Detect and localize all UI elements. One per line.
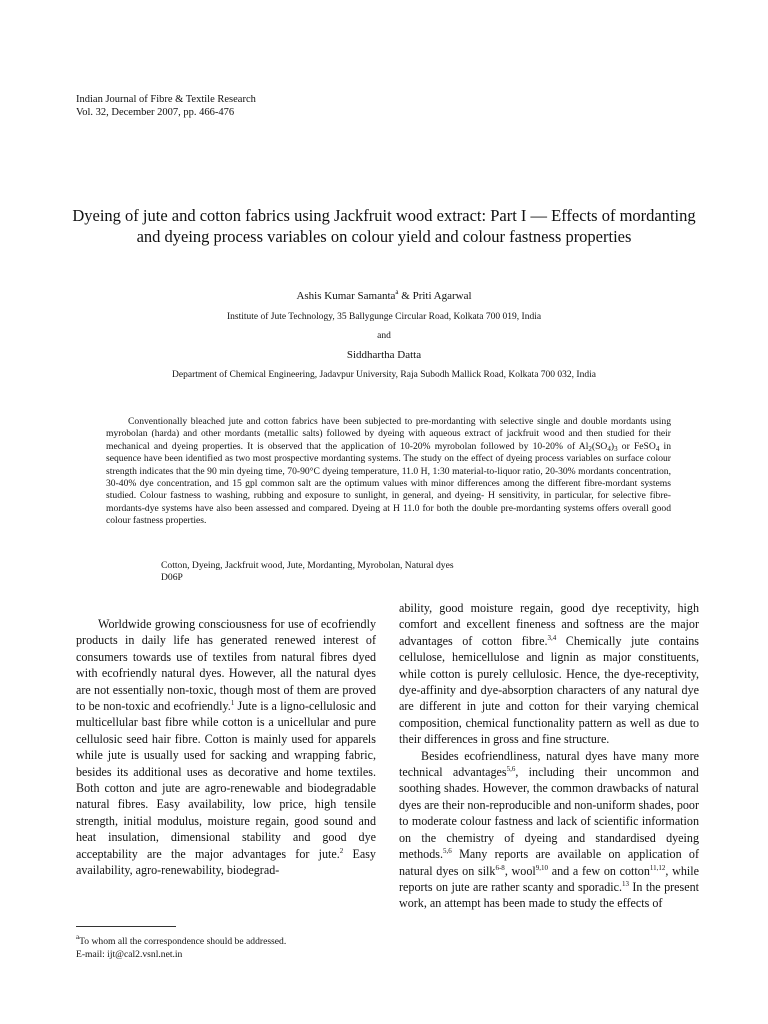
email-address: E-mail: ijt@cal2.vsnl.net.in — [76, 949, 183, 960]
author-name-2: Siddhartha Datta — [346, 349, 422, 361]
footnote — [76, 935, 286, 961]
right-column — [399, 600, 699, 912]
keywords-list: Cotton, Dyeing, Jackfruit wood, Jute, Mordanting, Myrobolan, Natural dyes — [161, 560, 454, 571]
citation: 13 — [622, 879, 629, 888]
body-text: , wool — [504, 863, 536, 878]
correspondence-note — [76, 935, 286, 948]
abstract-text: (SO — [591, 440, 608, 452]
body-text: Jute is a ligno-cellulosic and multicellular bast fibre while cotton is a unicellular and pure cellulosic seed hair fibre. Cotton is mainly used for apparels while jute is usually used for sacking and wrapping fabric, besides its additional uses as decorative and home textiles. Both cotton and jute are agro-renewable and biodegradable natural fibres. Easy availability, low price, high tensile strength, initial modulus, moisture regain, good sound and heat insulation, dimensional stability and good dye acceptability are the major advantages for jute. — [76, 699, 377, 861]
citation: 1 — [230, 699, 235, 708]
body-text: and a few on cotton — [548, 863, 650, 878]
author-name: Ashis Kumar Samanta — [296, 290, 396, 302]
body-text: Easy availability, agro-renewability, biodegrad- — [76, 846, 376, 878]
subscript: 4 — [607, 444, 611, 453]
paper-title: Dyeing of jute and cotton fabrics using Jackfruit wood extract: Part I — Effects of mordanting and dyeing process variables on colour yield and colour fastness properties — [72, 206, 696, 246]
and-separator: and — [377, 331, 391, 341]
keywords — [161, 560, 454, 585]
subscript: 3 — [614, 444, 618, 453]
body-text: Worldwide growing consciousness for use of ecofriendly products in daily life has generated renewed interest of consumers towards use of textiles from natural fibres dyed with ecofriendly natural dyes. However, all the natural dyes are not essentially non-toxic, though most of them are proved to be non-toxic and ecofriendly. — [76, 617, 376, 714]
footnote-text: To whom all the correspondence should be addressed. — [79, 936, 287, 947]
ipc-code: D06P — [161, 572, 183, 584]
journal-header — [76, 93, 256, 119]
paragraph — [399, 600, 699, 748]
affiliation-1: Institute of Jute Technology, 35 Ballygunge Circular Road, Kolkata 700 019, India — [226, 312, 542, 322]
body-text: In the present work, an attempt has been made to study the effects of — [399, 879, 700, 911]
journal-issue: Vol. 32, December 2007, pp. 466-476 — [76, 107, 235, 118]
abstract-text: in sequence have been identified as two most prospective mordanting systems. The study on the effect of dyeing process variables on surface colour strength indicates that the 90 min dyeing time, 70-90°C dyeing temperature, 11.0 H, 1:30 material-to-liquor ratio, 20-30% mordants concentration, 30-40% dye concentration, and 15 gpl common salt are the optimum values with minor differences among the different fibre-mordant systems studied. Colour fastness to washing, rubbing and exposure to sunlight, in general, and dyeing- H sensitivity, in particular, for selective fibre-mordants-dye systems have also been assessed and compared. Dyeing at H 11.0 for both the double pre-mordanting systems offers overall good colour fastness properties. — [106, 440, 671, 527]
citation: 2 — [339, 846, 344, 855]
abstract-text: or FeSO — [617, 440, 656, 452]
journal-name: Indian Journal of Fibre & Textile Research — [76, 94, 256, 105]
coauthor-name: & Priti Agarwal — [398, 290, 472, 302]
paragraph — [399, 748, 699, 912]
body-text: , including their uncommon and soothing shades. However, the common drawbacks of natural dyes are their non-reproducible and non-uniform shades, poor to moderate colour fastness and lack of scientific information on the chemistry of dyeing and standardised dyeing methods. — [399, 765, 699, 862]
body-text: Chemically jute contains cellulose, hemicellulose and lignin as major constituents, while cotton is purely cellulosic. Hence, the dye-receptivity, dye-affinity and dye-absorption characters of any natural dye are different in jute and cotton for their varying chemical composition, chemical functionality pattern as well as due to their differences in gross and fine structure. — [399, 633, 699, 747]
affiliation-2: Department of Chemical Engineering, Jadavpur University, Raja Subodh Mallick Road, Kolkata 700 032, India — [172, 370, 596, 380]
abstract-text: ) — [610, 440, 615, 452]
subscript: 4 — [655, 444, 660, 453]
citation: 5,6 — [443, 847, 452, 856]
abstract — [106, 416, 671, 528]
citation: 6-8 — [495, 863, 505, 872]
author-line — [0, 290, 768, 302]
author-footnote-mark: a — [395, 288, 399, 296]
citation: 3,4 — [547, 633, 557, 642]
left-column — [76, 616, 376, 879]
body-text: , while reports on jute are rather scanty and sporadic. — [399, 863, 699, 894]
paragraph — [76, 616, 376, 879]
footnote-mark: a — [76, 933, 80, 941]
abstract-text: Conventionally bleached jute and cotton fabrics have been subjected to pre-mordanting with selective single and double mordants using myrobolan (harda) and other mordants (metallic salts) followed by dyeing with aqueous extract of jackfruit wood and then studied for their mechanical and dyeing properties. It is observed that the application of 10-20% myrobolan followed by 10-20% of Al — [106, 416, 671, 452]
citation: 9,10 — [535, 863, 548, 872]
body-text: Besides ecofriendliness, natural dyes have many more technical advantages — [399, 748, 699, 780]
body-text: ability, good moisture regain, good dye receptivity, high comfort and excellent fineness and softness are the major advantages of cotton fibre. — [399, 601, 699, 648]
footnote-divider — [76, 926, 176, 927]
body-text: Many reports are available on application of natural dyes on silk — [399, 847, 699, 878]
subscript: 2 — [588, 444, 592, 453]
citation: 5,6 — [506, 765, 516, 774]
citation: 11,12 — [649, 863, 666, 872]
